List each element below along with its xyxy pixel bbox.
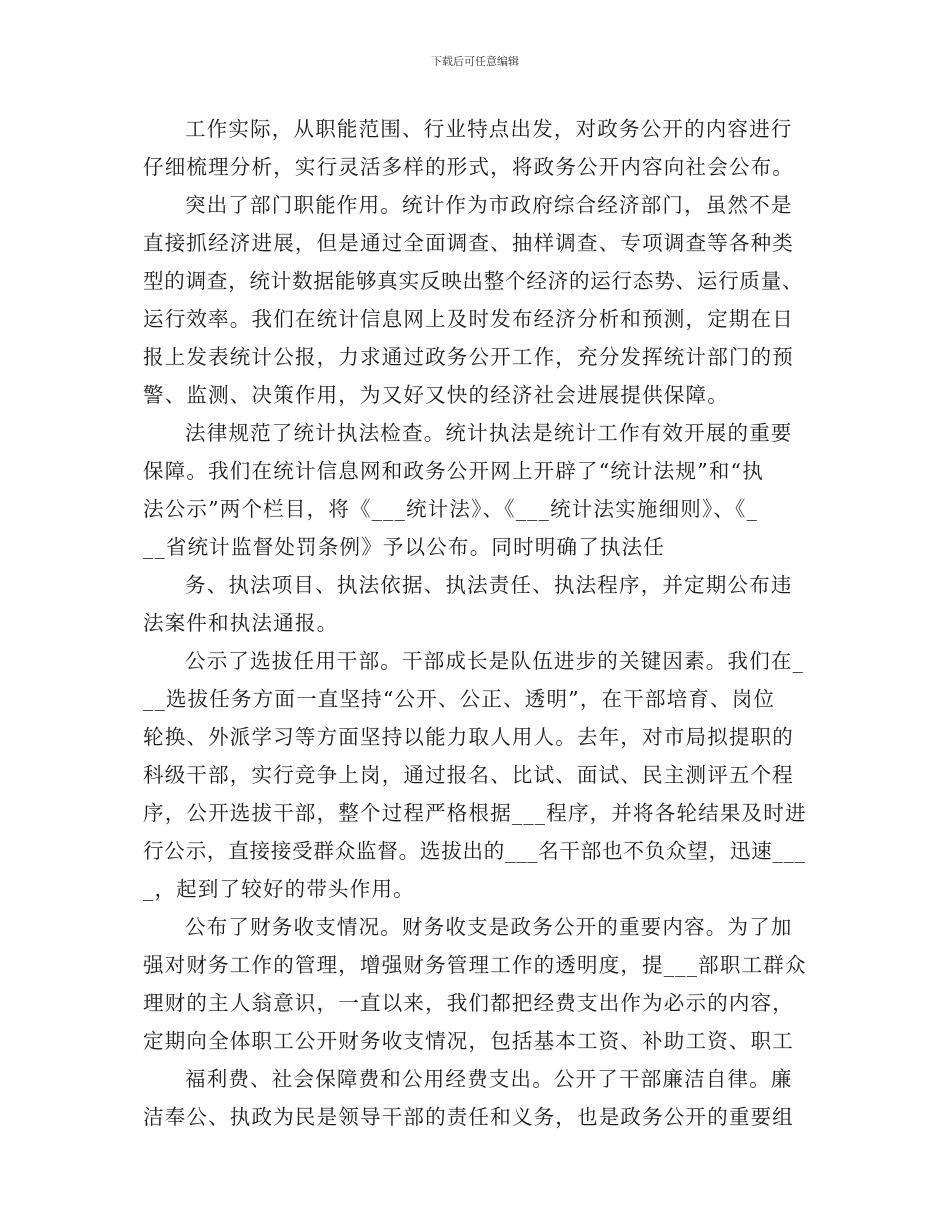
- text-line: 工作实际，从职能范围、行业特点出发，对政务公开的内容进行: [185, 117, 793, 141]
- text-line: 法公示”两个栏目，将《___统计法》、《___统计法实施细则》、《_: [143, 497, 759, 521]
- text-line: __选拔任务方面一直坚持“公开、公正、透明”，在干部培育、岗位: [143, 687, 776, 711]
- text-line: 突出了部门职能作用。统计作为市政府综合经济部门，虽然不是: [185, 193, 793, 217]
- text-line: __省统计监督处罚条例》予以公布。同时明确了执法任: [143, 535, 665, 559]
- text-line: 公布了财务收支情况。财务收支是政务公开的重要内容。为了加: [185, 915, 793, 939]
- text-line: 福利费、社会保障费和公用经费支出。公开了干部廉洁自律。廉: [185, 1067, 793, 1091]
- text-line: 仔细梳理分析，实行灵活多样的形式，将政务公开内容向社会公布。: [143, 155, 794, 179]
- text-line: 报上发表统计公报，力求通过政务公开工作，充分发挥统计部门的预: [143, 345, 794, 369]
- text-line: 序，公开选拔干部，整个过程严格根据___程序，并将各轮结果及时进: [143, 801, 807, 825]
- text-line: 法律规范了统计执法检查。统计执法是统计工作有效开展的重要: [185, 421, 793, 445]
- page-header: 下载后可任意编辑: [431, 55, 519, 68]
- text-line: 直接抓经济进展，但是通过全面调查、抽样调查、专项调查等各种类: [143, 231, 794, 255]
- text-line: 轮换、外派学习等方面坚持以能力取人用人。去年，对市局拟提职的: [143, 725, 794, 749]
- text-line: 警、监测、决策作用，为又好又快的经济社会进展提供保障。: [143, 383, 729, 407]
- text-line: 洁奉公、执政为民是领导干部的责任和义务，也是政务公开的重要组: [143, 1105, 794, 1129]
- text-line: 型的调查，统计数据能够真实反映出整个经济的运行态势、运行质量、: [143, 269, 804, 293]
- text-line: 运行效率。我们在统计信息网上及时发布经济分析和预测，定期在日: [143, 307, 794, 331]
- text-line: 公示了选拔任用干部。干部成长是队伍进步的关键因素。我们在_: [185, 649, 805, 673]
- document-body: [143, 110, 809, 1136]
- text-line: 务、执法项目、执法依据、执法责任、执法程序，并定期公布违: [185, 573, 793, 597]
- text-line: 法案件和执法通报。: [143, 611, 339, 635]
- text-line: 强对财务工作的管理，增强财务管理工作的透明度，提___部职工群众: [143, 953, 807, 977]
- text-line: 保障。我们在统计信息网和政务公开网上开辟了“统计法规”和“执: [143, 459, 764, 483]
- text-line: _，起到了较好的带头作用。: [143, 877, 415, 901]
- text-line: 理财的主人翁意识，一直以来，我们都把经费支出作为必示的内容，: [143, 991, 794, 1015]
- text-line: 行公示，直接接受群众监督。选拔出的___名干部也不负众望，迅速___: [143, 839, 806, 863]
- text-line: 定期向全体职工公开财务收支情况，包括基本工资、补助工资、职工: [143, 1029, 794, 1053]
- text-line: 科级干部，实行竞争上岗，通过报名、比试、面试、民主测评五个程: [143, 763, 794, 787]
